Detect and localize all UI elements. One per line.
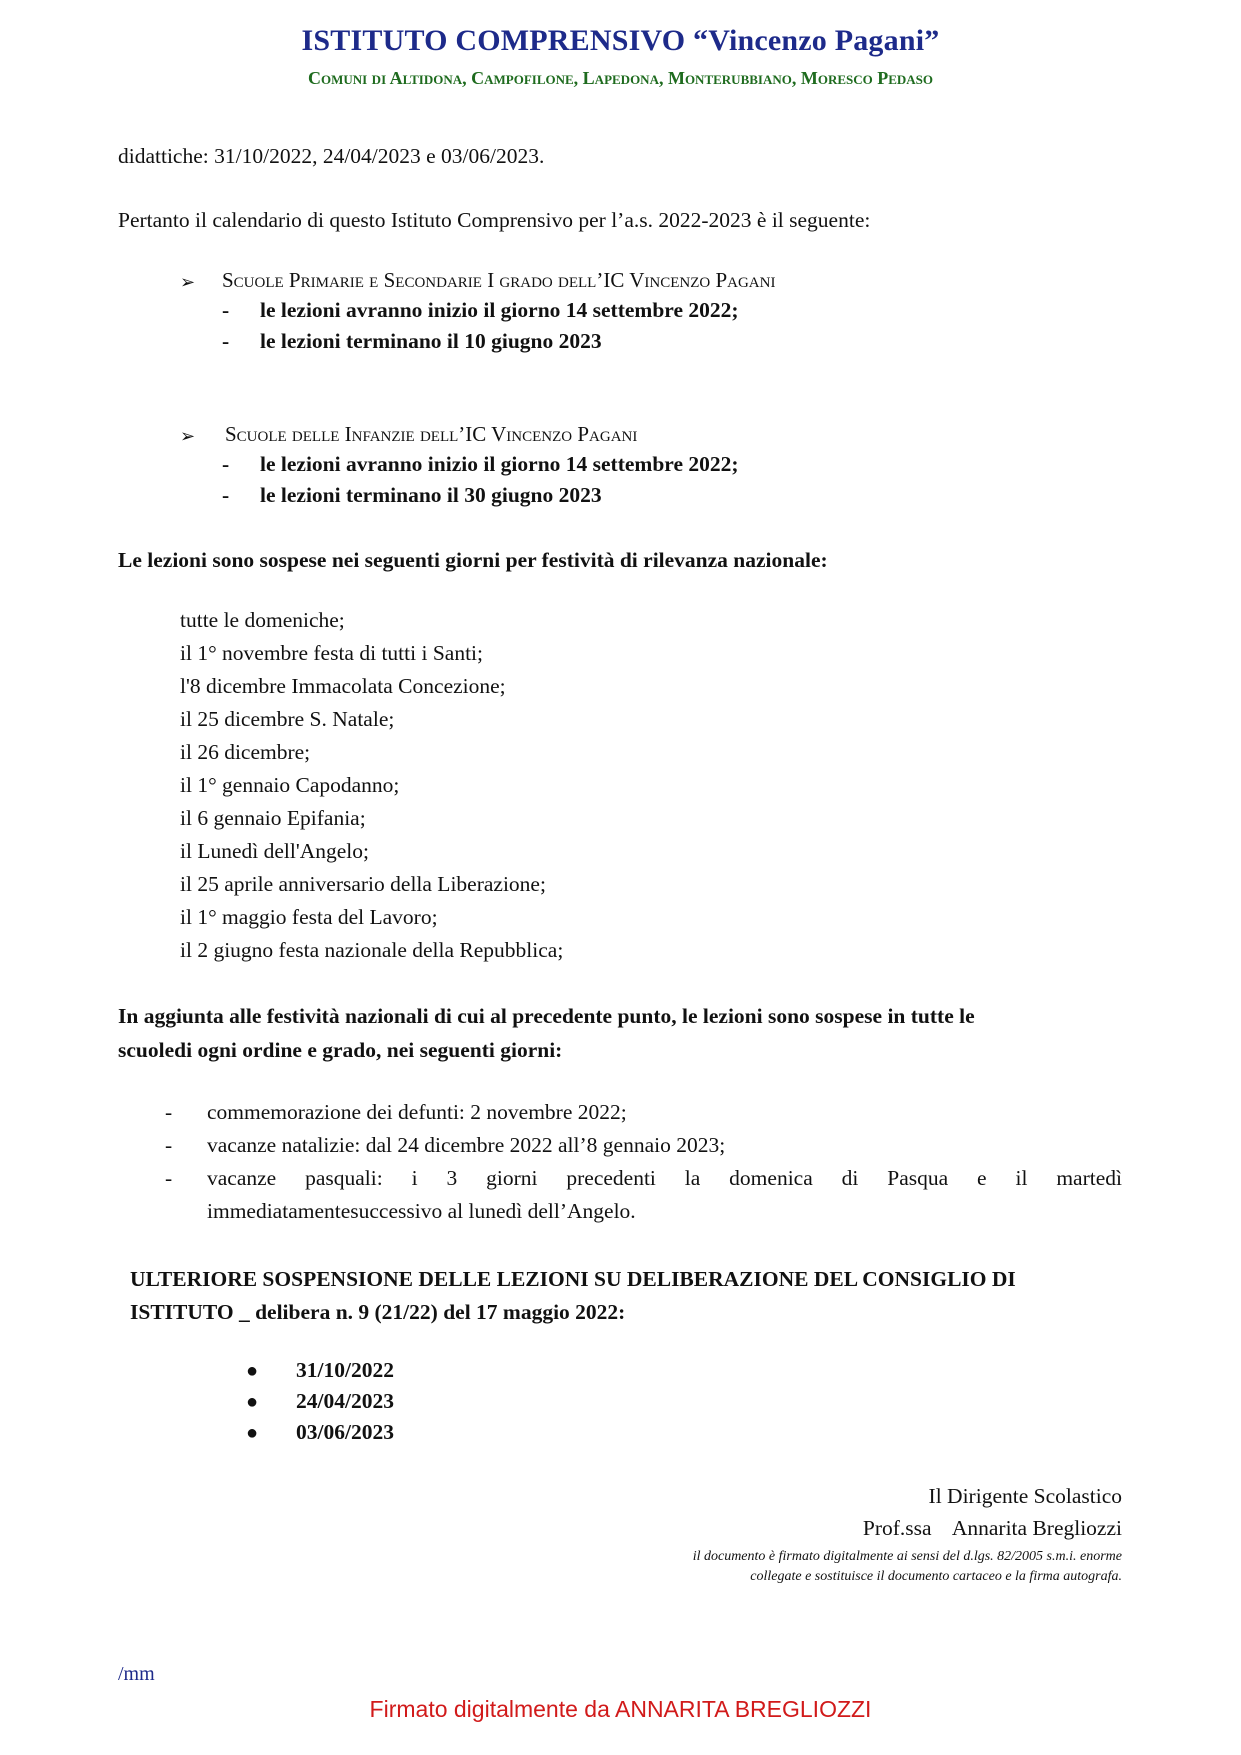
dash-bullet: - <box>222 452 230 476</box>
institute-title: ISTITUTO COMPRENSIVO “Vincenzo Pagani” <box>301 24 940 57</box>
intro-line-1: didattiche: 31/10/2022, 24/04/2023 e 03/06/2023. <box>118 144 545 168</box>
section2-item-start: le lezioni avranno inizio il giorno 14 settembre 2022; <box>260 452 739 476</box>
additional-item: vacanze natalizie: dal 24 dicembre 2022 all’8 gennaio 2023; <box>207 1133 726 1157</box>
holiday-item: il 2 giugno festa nazionale della Repubblica; <box>180 938 564 962</box>
institute-subtitle: Comuni di Altidona, Campofilone, Lapedona, Monterubbiano, Moresco Pedaso <box>307 68 934 88</box>
holiday-item: il 1° gennaio Capodanno; <box>180 773 400 797</box>
section2-heading: Scuole delle Infanzie dell’IC Vincenzo Pagani <box>225 422 638 446</box>
additional-heading-line-2: scuoledi ogni ordine e grado, nei seguenti giorni: <box>118 1038 563 1062</box>
dash-bullet: - <box>222 329 230 353</box>
section1-heading: Scuole Primarie e Secondarie I grado dell’IC Vincenzo Pagani <box>222 268 776 292</box>
further-heading-line-1: ULTERIORE SOSPENSIONE DELLE LEZIONI SU DELIBERAZIONE DEL CONSIGLIO DI <box>130 1267 1016 1291</box>
holiday-item: il 1° novembre festa di tutti i Santi; <box>180 641 483 665</box>
holiday-item: il Lunedì dell'Angelo; <box>180 839 369 863</box>
further-date: 24/04/2023 <box>296 1389 394 1413</box>
signature-role: Il Dirigente Scolastico <box>928 1484 1122 1508</box>
further-date: 31/10/2022 <box>296 1358 394 1382</box>
dash-bullet: - <box>165 1100 173 1124</box>
holiday-item: il 25 aprile anniversario della Liberazione; <box>180 872 546 896</box>
dash-bullet: - <box>165 1133 173 1157</box>
signature-name: Prof.ssa Annarita Bregliozzi <box>862 1516 1122 1540</box>
dash-bullet: - <box>222 483 230 507</box>
dash-bullet: - <box>222 298 230 322</box>
additional-heading-line-1: In aggiunta alle festività nazionali di cui al precedente punto, le lezioni sono sospese in tutte le <box>118 1004 975 1028</box>
further-heading-line-2: ISTITUTO _ delibera n. 9 (21/22) del 17 maggio 2022: <box>130 1300 626 1324</box>
further-date: 03/06/2023 <box>296 1420 394 1444</box>
holiday-item: il 25 dicembre S. Natale; <box>180 707 395 731</box>
holiday-item: l'8 dicembre Immacolata Concezione; <box>180 674 506 698</box>
holiday-item: il 1° maggio festa del Lavoro; <box>180 905 438 929</box>
bullet-dot-icon: ● <box>246 1360 259 1382</box>
footer-initials: /mm <box>118 1663 155 1685</box>
arrow-bullet-icon: ➢ <box>180 426 196 446</box>
holiday-item: tutte le domeniche; <box>180 608 345 632</box>
digital-signature-stamp: Firmato digitalmente da ANNARITA BREGLIOZZI <box>369 1696 872 1722</box>
holiday-item: il 6 gennaio Epifania; <box>180 806 366 830</box>
holidays-heading: Le lezioni sono sospese nei seguenti giorni per festività di rilevanza nazionale: <box>118 548 828 572</box>
additional-item: commemorazione dei defunti: 2 novembre 2022; <box>207 1100 627 1124</box>
section1-item-end: le lezioni terminano il 10 giugno 2023 <box>260 329 602 353</box>
section1-item-start: le lezioni avranno inizio il giorno 14 settembre 2022; <box>260 298 739 322</box>
intro-line-2: Pertanto il calendario di questo Istituto Comprensivo per l’a.s. 2022-2023 è il seguente: <box>118 208 871 232</box>
dash-bullet: - <box>165 1166 173 1190</box>
section2-item-end: le lezioni terminano il 30 giugno 2023 <box>260 483 602 507</box>
bullet-dot-icon: ● <box>246 1422 259 1444</box>
holiday-item: il 26 dicembre; <box>180 740 311 764</box>
arrow-bullet-icon: ➢ <box>180 272 196 292</box>
signature-note-line-1: il documento è firmato digitalmente ai sensi del d.lgs. 82/2005 s.m.i. enorme <box>692 1549 1122 1564</box>
additional-item-easter-cont: immediatamentesuccessivo al lunedì dell’Angelo. <box>207 1199 636 1223</box>
additional-item-easter: vacanze pasquali: i 3 giorni precedenti la domenica di Pasqua e il martedì <box>207 1166 1122 1190</box>
bullet-dot-icon: ● <box>246 1391 259 1413</box>
signature-note-line-2: collegate e sostituisce il documento cartaceo e la firma autografa. <box>750 1569 1122 1584</box>
